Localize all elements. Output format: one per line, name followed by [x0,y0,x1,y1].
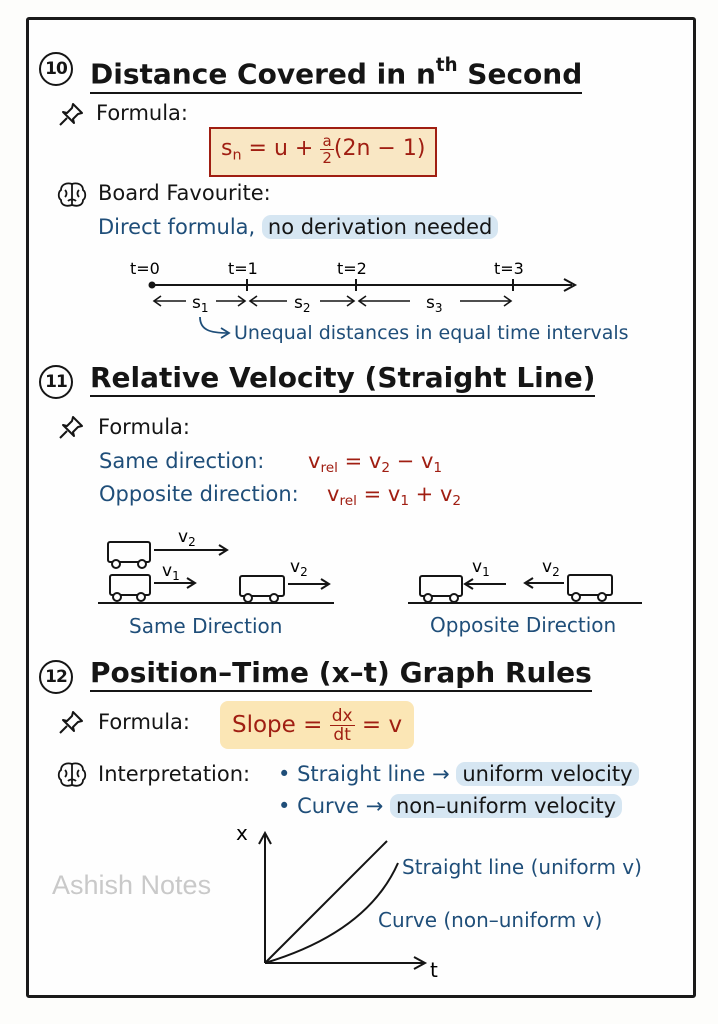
section-number-12: 12 [39,660,73,694]
distance-nth-second-formula: $s_n = u$ + $\frac{a}{2}$ (2n − 1) [209,127,437,177]
brain-icon [56,760,88,790]
tick-t3: t=3 [494,259,524,278]
svg-text:v2: $v_2$ [178,527,196,549]
same-direction-caption: Same Direction [129,614,283,638]
opposite-direction-label: Opposite direction: [99,482,299,506]
formula-label: Formula: [98,710,190,734]
slope-formula: Slope = $\frac{dx}{dt}$ = v [220,701,414,749]
truck-opposite-left [420,576,462,596]
x-axis-label: t [430,958,438,982]
opposite-direction-caption: Opposite Direction [430,613,617,637]
watermark: Ashish Notes [52,870,212,900]
pushpin-icon [56,100,86,130]
interpretation-label: Interpretation: [98,762,251,786]
position-time-graph [230,820,680,985]
board-favourite-label: Board Favourite: [98,181,271,205]
formula-label: Formula: [98,415,190,439]
svg-text:v2: $v_2$ [542,557,560,579]
segment-s3: $s_3$ [426,293,443,315]
interpretation-bullet-straight: • Straight line → uniform velocity [278,762,639,786]
pushpin-icon [56,413,86,443]
svg-text:v2: $v_2$ [290,557,308,579]
y-axis-label: x [236,821,248,845]
truck-top [108,542,150,562]
section-11-title: Relative Velocity (Straight Line) [90,362,595,397]
segment-s1: $s_1$ [192,293,209,315]
segment-s2: $s_2$ [294,293,311,315]
pushpin-icon [56,708,86,738]
tick-t2: t=2 [337,259,367,278]
tick-t0: t=0 [130,259,160,278]
svg-text:v1: $v_1$ [162,561,180,583]
same-direction-label: Same direction: [99,449,265,473]
curve-label: Curve (non–uniform v) [378,908,603,932]
truck-bottom-left [110,575,150,595]
truck-bottom-right [240,576,284,596]
section-number-10: 10 [39,52,73,86]
straight-line-label: Straight line (uniform v) [402,855,642,879]
section-10-title: Distance Covered in $n^{th}$ Second [90,50,582,94]
svg-text:v1: $v_1$ [472,557,490,579]
timeline-note: Unequal distances in equal time intervals [234,322,629,344]
tick-t1: t=1 [228,259,258,278]
interpretation-bullet-curve: • Curve → non–uniform velocity [278,794,622,818]
section-12-title: Position–Time (x–t) Graph Rules [90,657,592,692]
brain-icon [56,180,88,210]
same-direction-formula: $v_{rel} = v_2 - v_1$ [308,449,443,477]
truck-opposite-right [568,575,612,595]
board-favourite-text: Direct formula, no derivation needed [98,215,498,239]
opposite-direction-formula: $v_{rel} = v_1 + v_2$ [327,482,462,510]
straight-line [265,841,387,963]
formula-label: Formula: [96,101,188,125]
section-number-11: 11 [39,365,73,399]
time-interval-timeline [120,255,690,350]
